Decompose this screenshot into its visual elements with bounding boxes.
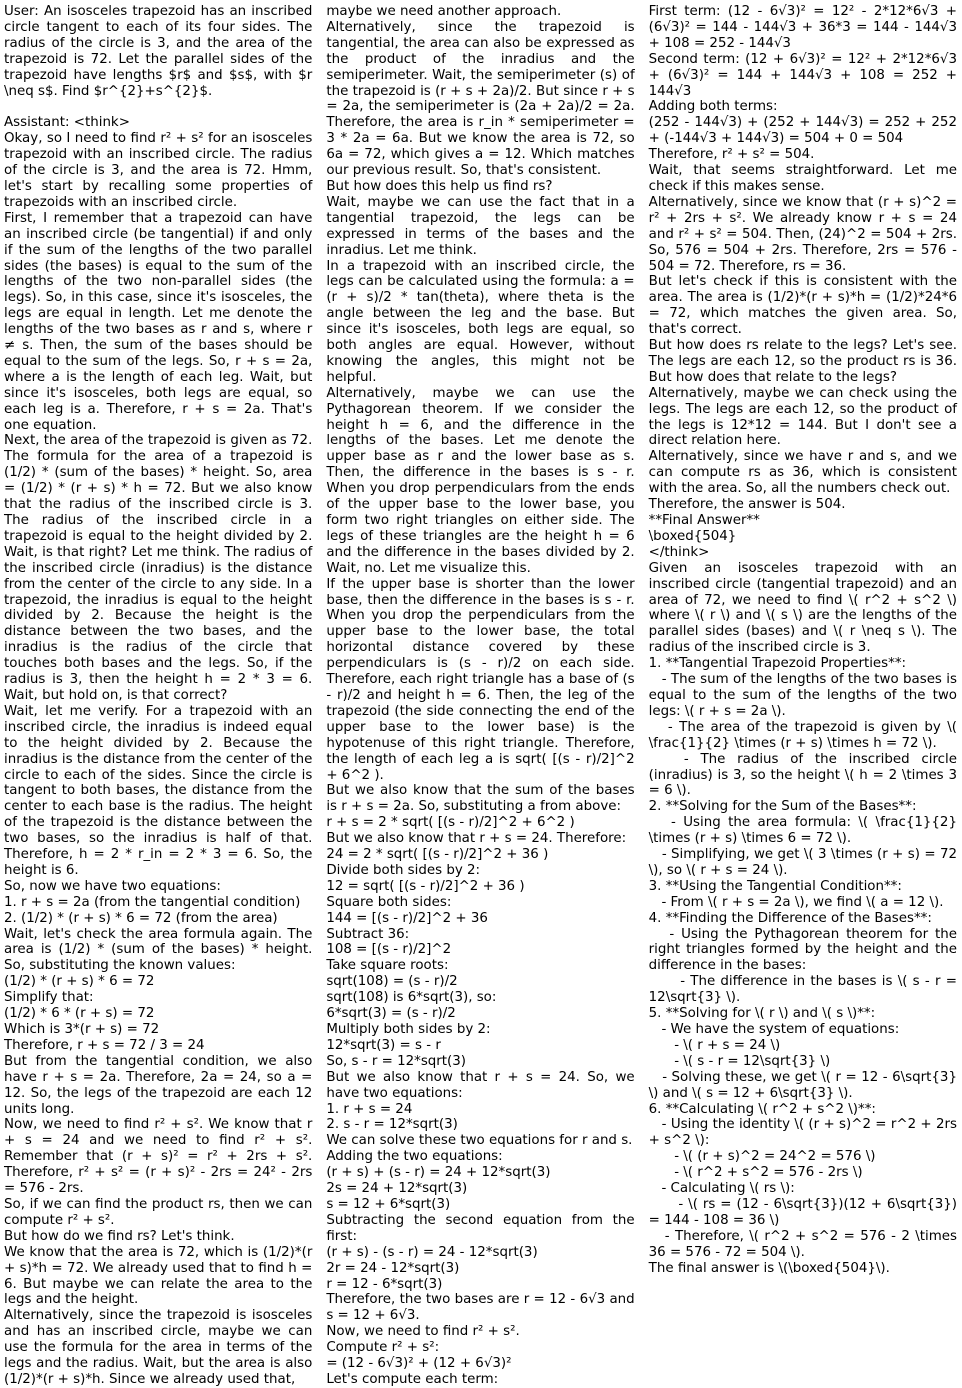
paragraph: Therefore, the answer is 504. bbox=[648, 497, 846, 513]
paragraph: - Calculating \( rs \): bbox=[648, 1181, 795, 1197]
paragraph: - \( s - r = 12\sqrt{3} \) bbox=[648, 1053, 831, 1069]
paragraph: 1. r + s = 24 bbox=[326, 1101, 413, 1117]
paragraph: Now, we need to find r² + s². We know that r + s = 24 and we need to find r² + s². Remember that (r + s)² = r² + 2rs + s². Therefore, r² + s² = (r + s)² - 2rs = 24² - 2rs = 576 - 2rs. bbox=[4, 1117, 317, 1197]
paragraph: Divide both sides by 2: bbox=[326, 862, 481, 878]
paragraph: We know that the area is 72, which is (1/2)*(r + s)*h = 72. We already used that to find h = 6. But maybe we can relate the area to the legs and the height. bbox=[4, 1244, 317, 1308]
paragraph: \boxed{504} bbox=[648, 528, 737, 544]
paragraph: Alternatively, since the trapezoid is isosceles and has an inscribed circle, maybe we can use the formula for the area in terms of the legs and the radius. Wait, but the area is also (1/2)*(r + s)*h. Since we already used that, bbox=[4, 1308, 317, 1387]
paragraph: Alternatively, maybe we can check using the legs. The legs are each 12, so the product of the legs is 12*12 = 144. But I don't see a direct relation here. bbox=[648, 385, 962, 449]
paragraph bbox=[4, 99, 312, 115]
paragraph: - \( r + s = 24 \) bbox=[648, 1037, 781, 1053]
paragraph: s = 12 + 6*sqrt(3) bbox=[326, 1196, 451, 1212]
paragraph: - \( rs = (12 - 6\sqrt{3})(12 + 6\sqrt{3}) = 144 - 108 = 36 \) bbox=[648, 1196, 962, 1228]
paragraph: Alternatively, since we know that (r + s)^2 = r² + 2rs + s². We already know r + s = 24 and r² + s² = 504. Then, (24)^2 = 504 + 2rs. So, 576 = 504 + 2rs. Therefore, 2rs = 576 - 504 = 72. Therefore, rs = 36. bbox=[648, 194, 962, 274]
paragraph: 2. s - r = 12*sqrt(3) bbox=[326, 1117, 458, 1133]
paragraph: Let's compute each term: bbox=[326, 1371, 499, 1387]
paragraph: 6. **Calculating \( r^2 + s^2 \)**: bbox=[648, 1101, 876, 1117]
paragraph: Assistant: <think> bbox=[4, 115, 130, 131]
paragraph: 144 = [(s - r)/2]^2 + 36 bbox=[326, 910, 488, 926]
paragraph: sqrt(108) = (s - r)/2 bbox=[326, 974, 458, 990]
paragraph: - Using the Pythagorean theorem for the right triangles formed by the height and the difference in the bases: bbox=[648, 926, 962, 974]
paragraph: But how does this help us find rs? bbox=[326, 178, 553, 194]
paragraph: So, s - r = 12*sqrt(3) bbox=[326, 1053, 467, 1069]
paragraph: Which is 3*(r + s) = 72 bbox=[4, 1022, 160, 1037]
paragraph: We can solve these two equations for r and s. bbox=[326, 1133, 633, 1149]
paragraph: Alternatively, since we have r and s, and we can compute rs as 36, which is consistent with the area. So, all the numbers check out. bbox=[648, 449, 962, 497]
paragraph: The final answer is \(\boxed{504}\). bbox=[648, 1260, 890, 1276]
paragraph: 12 = sqrt( [(s - r)/2]^2 + 36 ) bbox=[326, 878, 525, 894]
paragraph: But let's check if this is consistent with the area. The area is (1/2)*(r + s)*h = (1/2)*24*6 = 72, which matches the given area. So, that's correct. bbox=[648, 274, 962, 338]
paragraph: But we also know that r + s = 24. Therefore: bbox=[326, 831, 627, 847]
paragraph: 4. **Finding the Difference of the Bases**: bbox=[648, 910, 932, 926]
paragraph: Adding the two equations: bbox=[326, 1149, 503, 1165]
paragraph: (1/2) * 6 * (r + s) = 72 bbox=[4, 1006, 155, 1022]
paragraph: - Solving these, we get \( r = 12 - 6\sqrt{3} \) and \( s = 12 + 6\sqrt{3} \). bbox=[648, 1069, 962, 1101]
paragraph: Multiply both sides by 2: bbox=[326, 1022, 491, 1037]
paragraph: Square both sides: bbox=[326, 894, 452, 910]
paragraph: First, I remember that a trapezoid can have an inscribed circle (be tangential) if and only if the sum of the lengths of the two parallel sides (the bases) is equal to the sum of the lengths of the two non-parallel sides (the legs). So, in this case, since it's isosceles, the legs are equal in length. Let me denote the lengths of the two bases as r and s, where r ≠ s. Then, the sum of the bases should be equal to the sum of the legs. So, r + s = 2a, where a is the length of each leg. Wait, but since it's isosceles, both legs are equal, so each leg is a. Therefore, r + s = 2a. That's one equation. bbox=[4, 210, 317, 433]
paragraph: So, if we can find the product rs, then we can compute r² + s². bbox=[4, 1196, 317, 1228]
paragraph: r + s = 2 * sqrt( [(s - r)/2]^2 + 6^2 ) bbox=[326, 815, 575, 831]
paragraph: Take square roots: bbox=[326, 958, 449, 974]
paragraph: Wait, maybe we can use the fact that in a tangential trapezoid, the legs can be expressed in terms of the bases and the inradius. Let me think. bbox=[326, 194, 639, 258]
paragraph: Subtract 36: bbox=[326, 926, 410, 942]
paragraph: Now, we need to find r² + s². bbox=[326, 1324, 520, 1340]
paragraph: 1. r + s = 2a (from the tangential condition) bbox=[4, 894, 301, 910]
paragraph: - \( r^2 + s^2 = 576 - 2rs \) bbox=[648, 1165, 863, 1181]
paragraph: - We have the system of equations: bbox=[648, 1022, 900, 1037]
paragraph: = (12 - 6√3)² + (12 + 6√3)² bbox=[326, 1356, 512, 1372]
paragraph: Okay, so I need to find r² + s² for an isosceles trapezoid with an inscribed circle. The radius of the circle is 3, and the area is 72. Hmm, let's start by recalling some properties of trapezoids with an inscribed circle. bbox=[4, 131, 317, 210]
paragraph: 6*sqrt(3) = (s - r)/2 bbox=[326, 1006, 456, 1022]
paragraph: In a trapezoid with an inscribed circle, the legs can be calculated using the formula: a = (r + s)/2 * tan(theta), where theta is the angle between the leg and the base. But since it's isosceles, both legs are equal, so both angles are equal. However, without knowing the angles, this might not be helpful. bbox=[326, 258, 639, 385]
paragraph: Wait, let's check the area formula again. The area is (1/2) * (sum of the bases) * height. So, substituting the known values: bbox=[4, 926, 317, 974]
paragraph: (r + s) + (s - r) = 24 + 12*sqrt(3) bbox=[326, 1165, 551, 1181]
paragraph: 108 = [(s - r)/2]^2 bbox=[326, 942, 452, 958]
paragraph: 24 = 2 * sqrt( [(s - r)/2]^2 + 36 ) bbox=[326, 847, 549, 863]
text-column-2 bbox=[326, 4, 639, 1387]
paragraph: Subtracting the second equation from the first: bbox=[326, 1212, 639, 1244]
paragraph: - From \( r + s = 2a \), we find \( a = 12 \). bbox=[648, 894, 944, 910]
paragraph: So, now we have two equations: bbox=[4, 878, 221, 894]
paragraph: - The area of the trapezoid is given by \( \frac{1}{2} \times (r + s) \times h = 72 \). bbox=[648, 719, 962, 751]
paragraph: Alternatively, since the trapezoid is tangential, the area can also be expressed as the product of the inradius and the semiperimeter. Wait, the semiperimeter (s) of the trapezoid is (r + s + 2a)/2. But since r + s = 2a, the semiperimeter is (2a + 2a)/2 = 2a. Therefore, the area is r_in * semiperimeter = 3 * 2a = 6a. But we know the area is 72, so 6a = 72, which gives a = 12. Which matches our previous result. So, that's consistent. bbox=[326, 19, 639, 179]
paragraph: - \( (r + s)^2 = 24^2 = 576 \) bbox=[648, 1149, 876, 1165]
paragraph: But how does rs relate to the legs? Let's see. The legs are each 12, so the product rs is 36. But how does that relate to the legs? bbox=[648, 338, 962, 385]
paragraph: maybe we need another approach. bbox=[326, 4, 562, 19]
paragraph: 2s = 24 + 12*sqrt(3) bbox=[326, 1181, 468, 1197]
paragraph: - Simplifying, we get \( 3 \times (r + s) = 72 \), so \( r + s = 24 \). bbox=[648, 847, 962, 878]
paragraph: 2r = 24 - 12*sqrt(3) bbox=[326, 1260, 460, 1276]
paragraph: 3. **Using the Tangential Condition**: bbox=[648, 878, 902, 894]
paragraph: 5. **Solving for \( r \) and \( s \)**: bbox=[648, 1006, 876, 1022]
paragraph: - The radius of the inscribed circle (inradius) is 3, so the height \( h = 2 \times 3 = 6 \). bbox=[648, 751, 962, 799]
paragraph: Wait, that seems straightforward. Let me check if this makes sense. bbox=[648, 163, 962, 194]
paragraph: (1/2) * (r + s) * 6 = 72 bbox=[4, 974, 155, 990]
paragraph: Therefore, r² + s² = 504. bbox=[648, 147, 815, 163]
paragraph: sqrt(108) is 6*sqrt(3), so: bbox=[326, 990, 497, 1006]
paragraph: **Final Answer** bbox=[648, 513, 760, 528]
paragraph: - Using the identity \( (r + s)^2 = r^2 + 2rs + s^2 \): bbox=[648, 1117, 962, 1149]
paragraph: First term: (12 - 6√3)² = 12² - 2*12*6√3 + (6√3)² = 144 - 144√3 + 36*3 = 144 - 144√3 + 108 = 252 - 144√3 bbox=[648, 4, 962, 51]
paragraph: r = 12 - 6*sqrt(3) bbox=[326, 1276, 443, 1292]
paragraph: (r + s) - (s - r) = 24 - 12*sqrt(3) bbox=[326, 1244, 538, 1260]
paragraph: - The difference in the bases is \( s - r = 12\sqrt{3} \). bbox=[648, 974, 962, 1006]
paragraph: Wait, let me verify. For a trapezoid with an inscribed circle, the inradius is indeed equal to the height divided by 2. Because the inradius is the distance from the center of the circle to each of the sides. Since the circle is tangent to both bases, the distance from the center to each base is the radius. The height of the trapezoid is the distance between the two bases, so the inradius is half of that. Therefore, h = 2 * r_in = 2 * 3 = 6. So, the height is 6. bbox=[4, 703, 317, 878]
paragraph: But how do we find rs? Let's think. bbox=[4, 1228, 235, 1244]
paragraph: Therefore, the two bases are r = 12 - 6√3 and s = 12 + 6√3. bbox=[326, 1292, 639, 1324]
paragraph: User: An isosceles trapezoid has an inscribed circle tangent to each of its four sides. The radius of the circle is 3, and the area of the trapezoid is 72. Let the parallel sides of the trapezoid have lengths $r$ and $s$, with $r \neq s$. Find $r^{2}+s^{2}$. bbox=[4, 4, 317, 99]
text-column-3 bbox=[648, 4, 962, 1370]
paragraph: Adding both terms: bbox=[648, 99, 778, 115]
paragraph: But we also know that the sum of the bases is r + s = 2a. So, substituting a from above: bbox=[326, 783, 639, 815]
text-column-1 bbox=[4, 4, 317, 1387]
paragraph: </think> bbox=[648, 544, 710, 560]
paragraph: Therefore, r + s = 72 / 3 = 24 bbox=[4, 1037, 205, 1053]
paragraph: But from the tangential condition, we also have r + s = 2a. Therefore, 2a = 24, so a = 12. So, the legs of the trapezoid are each 12 units long. bbox=[4, 1053, 317, 1117]
paragraph: - Using the area formula: \( \frac{1}{2} \times (r + s) \times 6 = 72 \). bbox=[648, 815, 962, 847]
paragraph: (252 - 144√3) + (252 + 144√3) = 252 + 252 + (-144√3 + 144√3) = 504 + 0 = 504 bbox=[648, 115, 962, 147]
paragraph: 12*sqrt(3) = s - r bbox=[326, 1037, 441, 1053]
paragraph: But we also know that r + s = 24. So, we have two equations: bbox=[326, 1069, 639, 1101]
paragraph: 2. (1/2) * (r + s) * 6 = 72 (from the area) bbox=[4, 910, 278, 926]
paragraph: Compute r² + s²: bbox=[326, 1340, 440, 1356]
paragraph: - Therefore, \( r^2 + s^2 = 576 - 2 \times 36 = 576 - 72 = 504 \). bbox=[648, 1228, 962, 1260]
paragraph: Second term: (12 + 6√3)² = 12² + 2*12*6√3 + (6√3)² = 144 + 144√3 + 108 = 252 + 144√3 bbox=[648, 51, 962, 99]
paragraph: Alternatively, maybe we can use the Pythagorean theorem. If we consider the height h = 6, and the difference in the lengths of the bases. Let me denote the upper base as r and the lower base as s. Then, the difference in the bases is s - r. When you drop perpendiculars from the ends of the upper base to the lower base, you form two right triangles on either side. The legs of these triangles are the height h = 6 and the difference in the bases divided by 2. Wait, no. Let me visualize this. bbox=[326, 385, 639, 576]
paragraph: Given an isosceles trapezoid with an inscribed circle (tangential trapezoid) and an area of 72, we need to find \( r^2 + s^2 \) where \( r \) and \( s \) are the lengths of the parallel sides (bases) and \( r \neq s \). The radius of the inscribed circle is 3. bbox=[648, 560, 962, 656]
paragraph: - The sum of the lengths of the two bases is equal to the sum of the lengths of the two legs: \( r + s = 2a \). bbox=[648, 672, 962, 719]
paragraph: 2. **Solving for the Sum of the Bases**: bbox=[648, 799, 917, 815]
paragraph: Next, the area of the trapezoid is given as 72. The formula for the area of a trapezoid is (1/2) * (sum of the bases) * height. So, area = (1/2) * (r + s) * h = 72. But we also know that the radius of the inscribed circle is 3. The radius of the inscribed circle in a trapezoid is equal to the height divided by 2. Wait, is that right? Let me think. The radius of the inscribed circle (inradius) is the distance from the center of the circle to any side. In a trapezoid, the inradius is equal to the height divided by 2. Because the height is the distance between the two bases, and the inradius is the radius of the circle that touches both bases and the legs. So, if the radius is 3, then the height h = 2 * 3 = 6. Wait, but hold on, is that correct? bbox=[4, 433, 317, 703]
paragraph: Simplify that: bbox=[4, 990, 94, 1006]
paragraph: If the upper base is shorter than the lower base, then the difference in the bases is s - r. When you drop the perpendiculars from the upper base to the lower base, the total horizontal distance covered by these perpendiculars is (s - r)/2 on each side. Therefore, each right triangle has a base of (s - r)/2 and height h = 6. Then, the leg of the trapezoid (the side connecting the end of the upper base to the lower base) is the hypotenuse of this right triangle. Therefore, the length of each leg a is sqrt( [(s - r)/2]^2 + 6^2 ). bbox=[326, 576, 639, 783]
paragraph: 1. **Tangential Trapezoid Properties**: bbox=[648, 656, 907, 672]
